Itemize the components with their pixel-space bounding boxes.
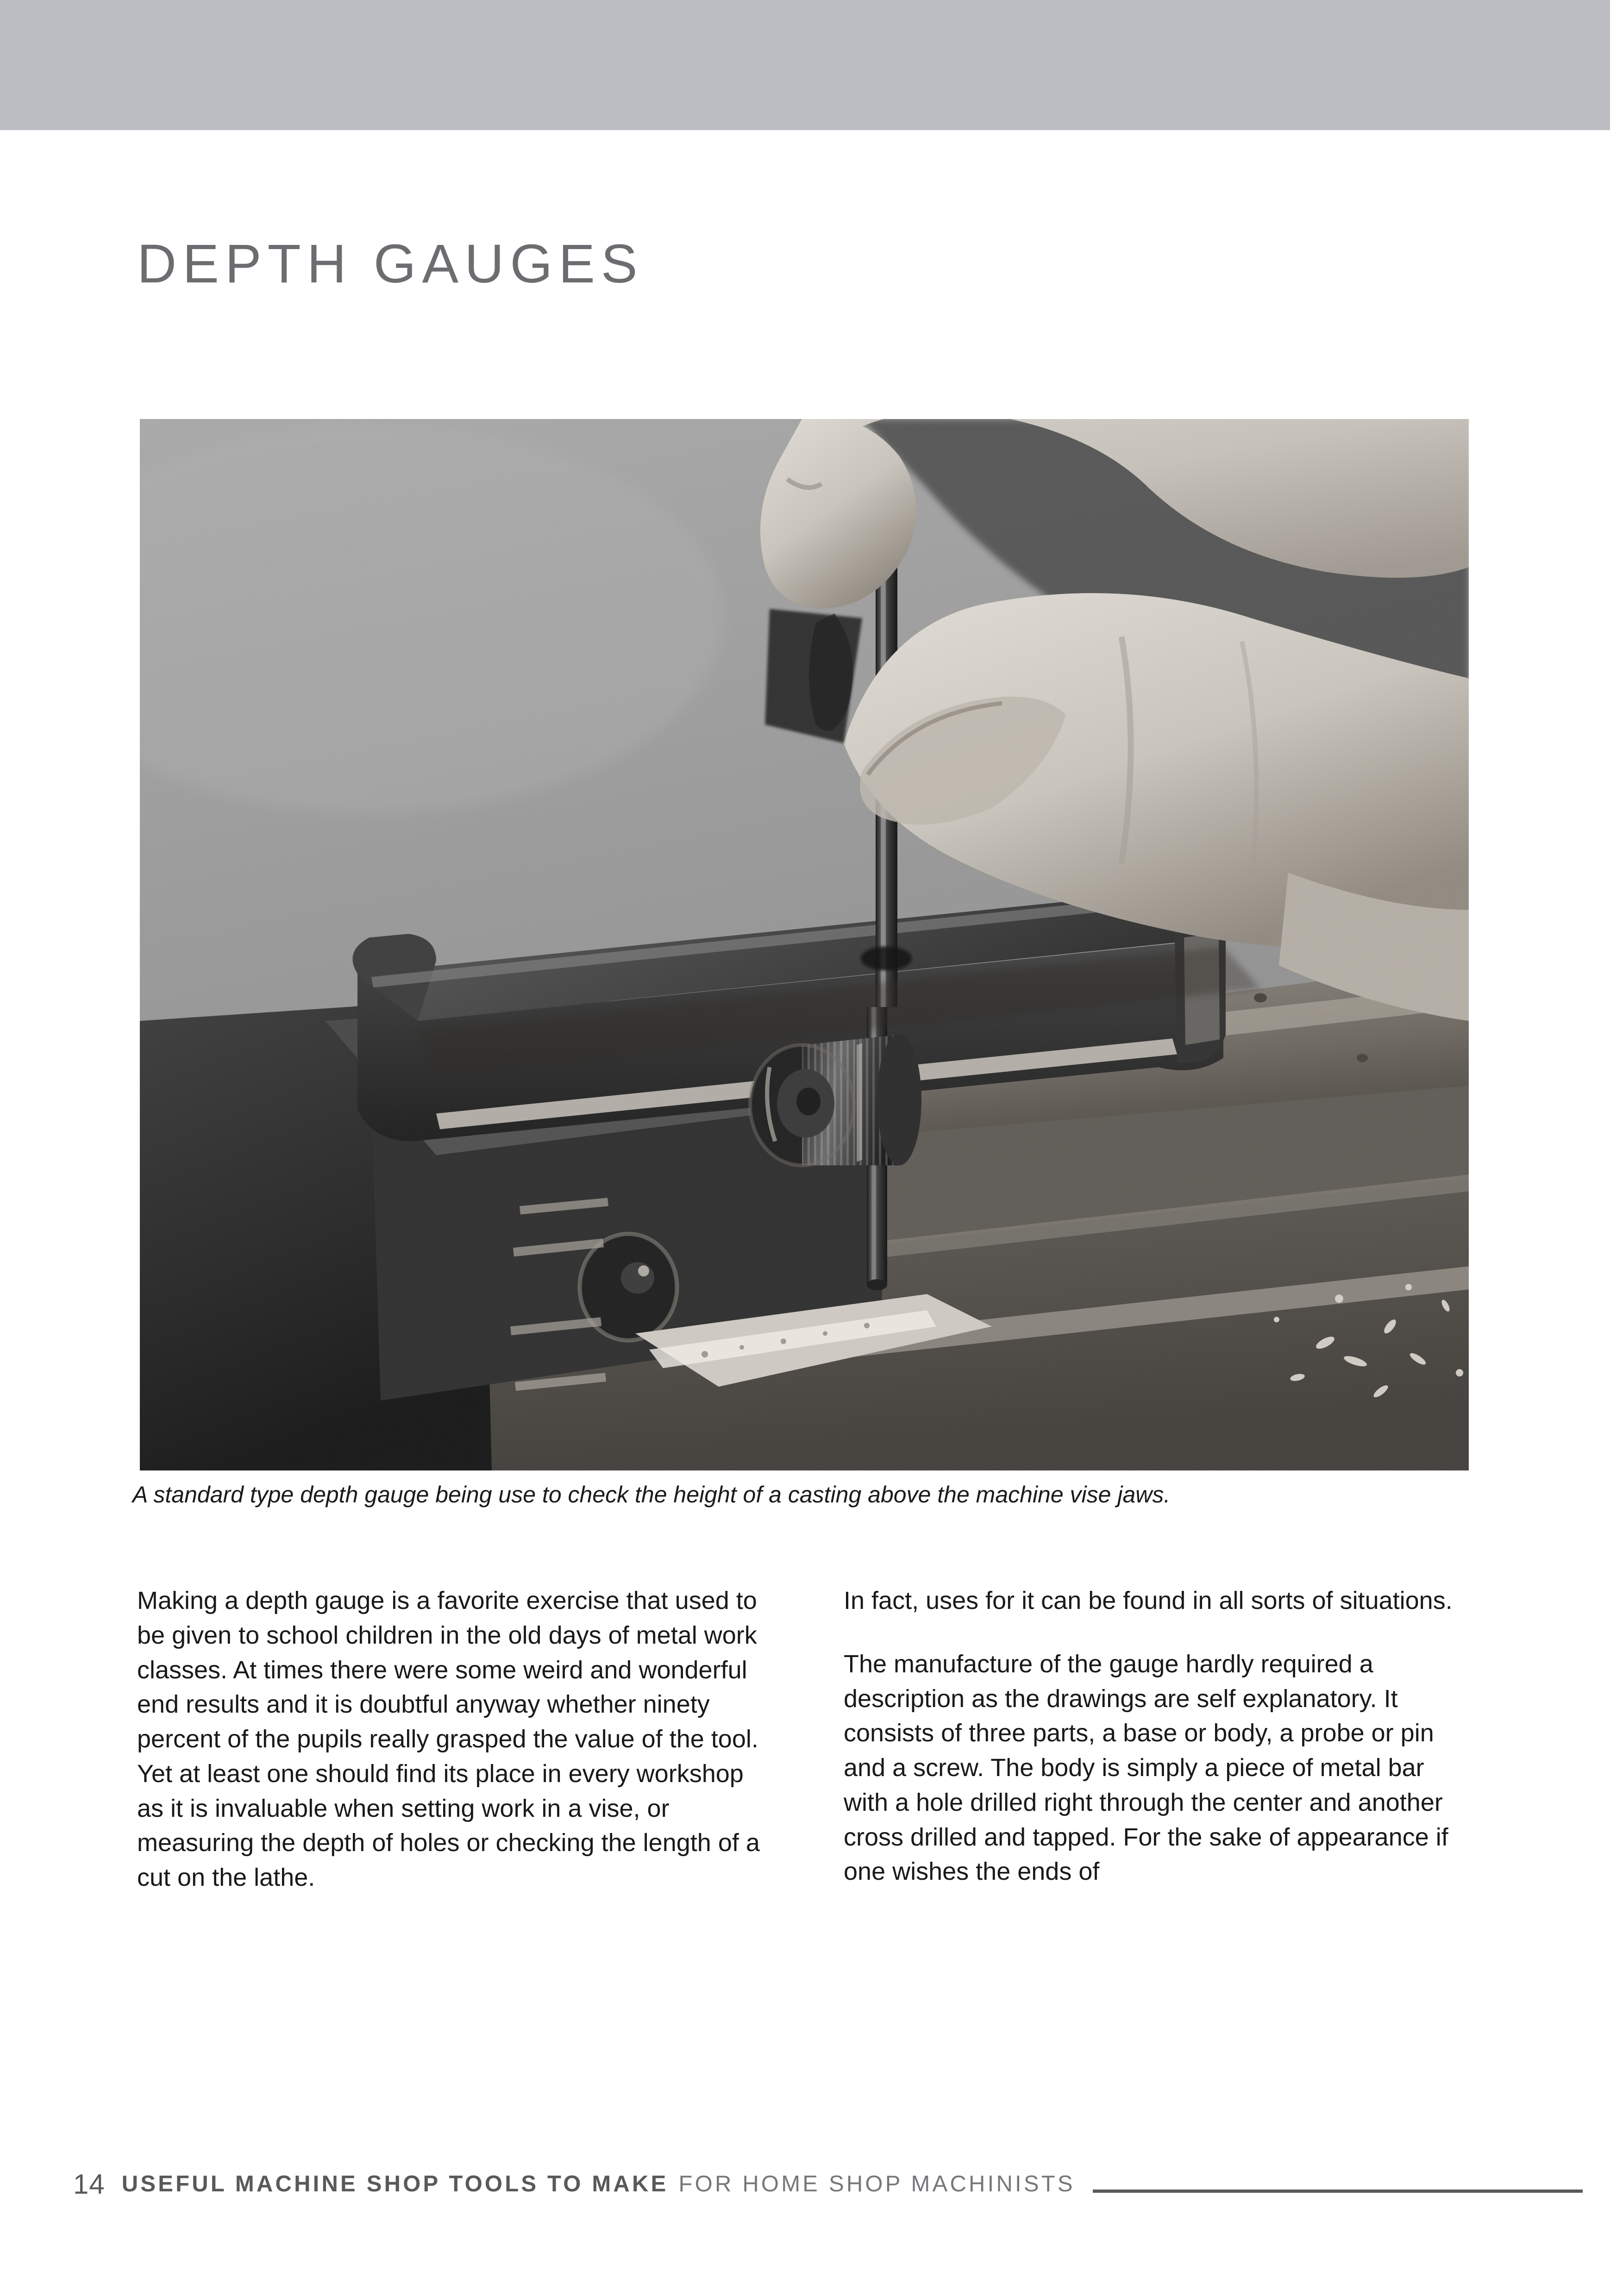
page-number: 14 xyxy=(73,2168,105,2200)
right-column xyxy=(844,1583,1471,1895)
footer-rule xyxy=(1093,2190,1583,2193)
footer-subtitle: FOR HOME SHOP MACHINISTS xyxy=(678,2171,1075,2196)
footer-book-title: USEFUL MACHINE SHOP TOOLS TO MAKE xyxy=(121,2171,669,2196)
page-footer xyxy=(73,2163,1583,2205)
page-title: DEPTH GAUGES xyxy=(137,233,644,295)
top-gray-band xyxy=(0,0,1610,130)
left-column xyxy=(137,1583,764,1895)
body-columns xyxy=(137,1583,1471,1895)
figure-caption: A standard type depth gauge being use to check the height of a casting above the machine vise jaws. xyxy=(132,1482,1171,1508)
depth-gauge-photograph xyxy=(140,419,1469,1470)
paragraph: Making a depth gauge is a favorite exercise that used to be given to school children in the old days of metal work classes. At times there were some weird and wonderful end results and it is doubtful anyway whether ninety percent of the pupils really grasped the value of the tool. Yet at least one should find its place in every workshop as it is invaluable when setting work in a vise, or measuring the depth of holes or checking the length of a cut on the lathe. xyxy=(137,1587,760,1892)
paragraph: The manufacture of the gauge hardly required a description as the drawings are self explanatory. It consists of three parts, a base or body, a probe or pin and a screw. The body is simply a piece of metal bar with a hole drilled right through the center and another cross drilled and tapped. For the sake of appearance if one wishes the ends of xyxy=(844,1650,1448,1886)
paragraph: In fact, uses for it can be found in all sorts of situations. xyxy=(844,1587,1453,1614)
photo-illustration xyxy=(140,419,1469,1470)
